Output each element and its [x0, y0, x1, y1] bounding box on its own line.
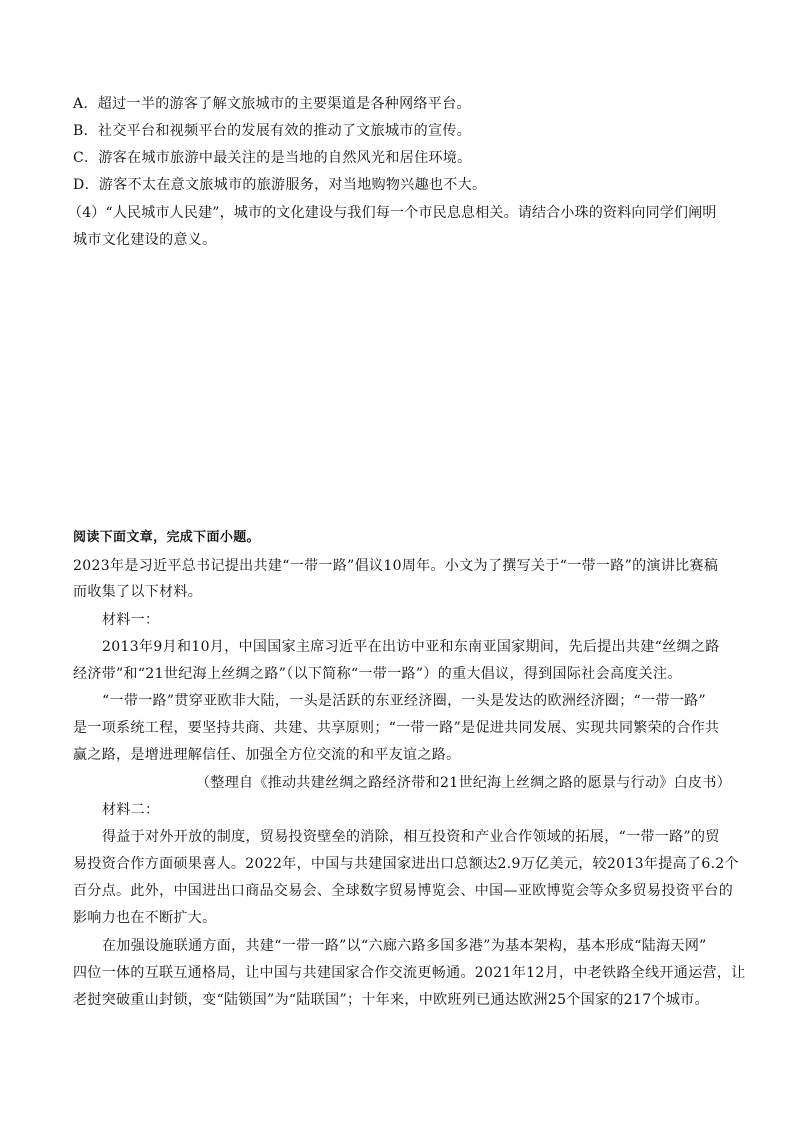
material-2-title: 材料二：	[102, 802, 160, 818]
material-2-p2-line-1: 在加强设施联通方面，共建“一带一路”以“六廊六路多国多港”为基本架构，基本形成“陆海天网”	[102, 938, 707, 954]
question-4-line-2: 城市文化建设的意义。	[73, 232, 217, 248]
material-2-p1-line-3: 百分点。此外，中国进出口商品交易会、全球数字贸易博览会、中国—亚欧博览会等众多贸易投资平台的	[73, 883, 734, 899]
option-b: B．社交平台和视频平台的发展有效的推动了文旅城市的宣传。	[73, 123, 472, 139]
material-1-source: （整理自《推动共建丝绸之路经济带和21世纪海上丝绸之路的愿景与行动》白皮书）	[196, 775, 732, 791]
option-d: D．游客不太在意文旅城市的旅游服务，对当地购物兴趣也不大。	[73, 177, 487, 193]
material-2-p1-line-1: 得益于对外开放的制度，贸易投资壁垒的消除，相互投资和产业合作领域的拓展，“一带一路”的贸	[102, 829, 720, 845]
intro-line-1: 2023年是习近平总书记提出共建“一带一路”倡议10周年。小文为了撰写关于“一带一路”的演讲比赛稿	[73, 558, 719, 574]
material-2-p1-line-4: 影响力也在不断扩大。	[73, 910, 217, 926]
option-c: C．游客在城市旅游中最关注的是当地的自然风光和居住环境。	[73, 150, 472, 166]
material-1-p1-line-2: 经济带”和“21世纪海上丝绸之路”（以下简称“一带一路”）的重大倡议，得到国际社会高度关注。	[73, 666, 682, 682]
option-a: A．超过一半的游客了解文旅城市的主要渠道是各种网络平台。	[73, 96, 471, 112]
material-1-p2-line-1: “一带一路”贯穿亚欧非大陆，一头是活跃的东亚经济圈，一头是发达的欧洲经济圈；“一带一路”	[102, 693, 707, 709]
intro-line-2: 而收集了以下材料。	[73, 584, 203, 600]
material-2-p2-line-3: 老挝突破重山封锁，变“陆锁国”为“陆联国”；十年来，中欧班列已通达欧洲25个国家的217个城市。	[73, 992, 709, 1008]
material-2-p1-line-2: 易投资合作方面硕果喜人。2022年，中国与共建国家进出口总额达2.9万亿美元，较2013年提高了6.2个	[73, 856, 739, 872]
question-4-line-1: （4）“人民城市人民建”，城市的文化建设与我们每一个市民息息相关。请结合小珠的资料向同学们阐明	[68, 205, 717, 221]
material-1-p2-line-2: 是一项系统工程，要坚持共商、共建、共享原则；“一带一路”是促进共同发展、实现共同繁荣的合作共	[73, 720, 720, 736]
material-1-p1-line-1: 2013年9月和10月，中国国家主席习近平在出访中亚和东南亚国家期间，先后提出共建“丝绸之路	[102, 639, 720, 655]
material-1-p2-line-3: 赢之路，是增进理解信任、加强全方位交流的和平友谊之路。	[73, 747, 461, 763]
reading-instruction: 阅读下面文章，完成下面小题。	[73, 530, 260, 545]
material-1-title: 材料一：	[102, 612, 160, 628]
material-2-p2-line-2: 四位一体的互联互通格局，让中国与共建国家合作交流更畅通。2021年12月，中老铁路全线开通运营，让	[73, 965, 746, 981]
